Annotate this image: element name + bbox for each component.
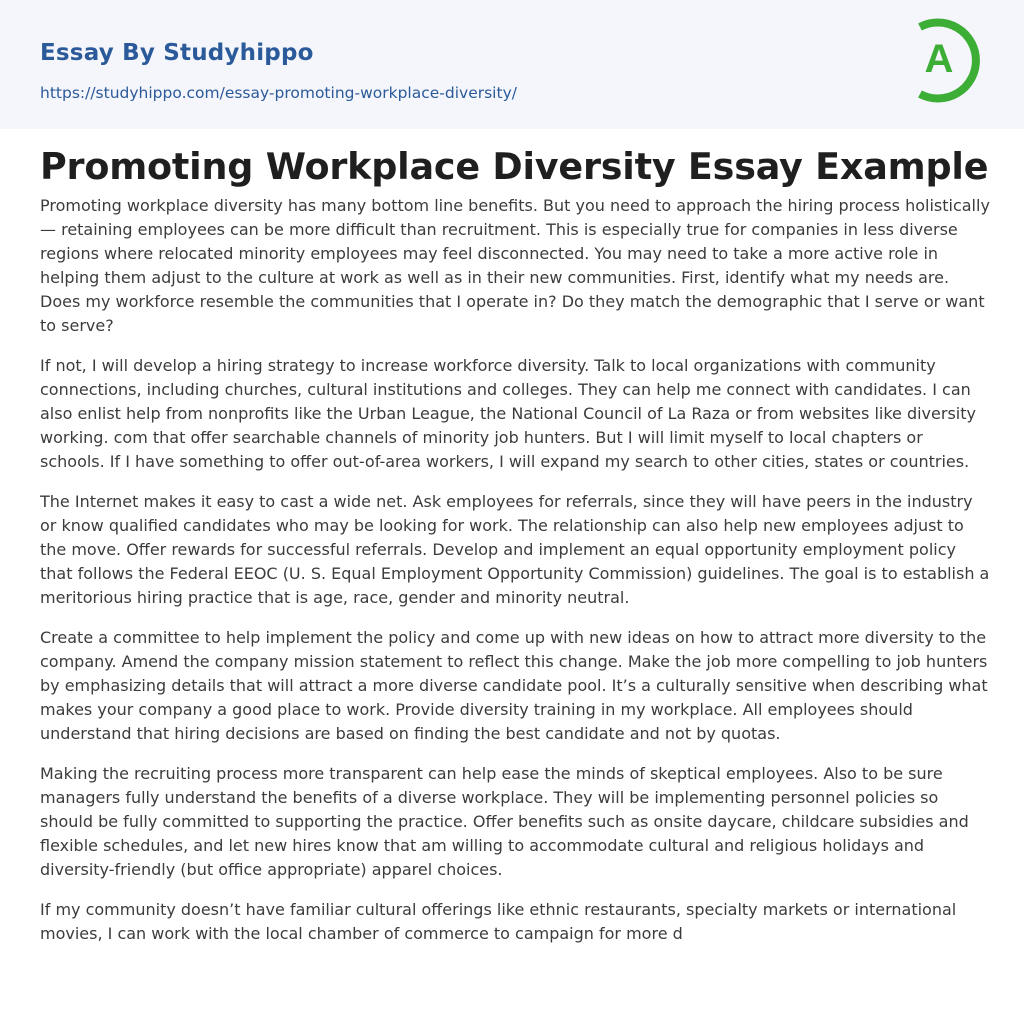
essay-paragraph: If not, I will develop a hiring strategy to increase workforce diversity. Talk to local organizations with community connections, including churches, cultural institutions and colleges. They can help me connect with candidates. I can also enlist help from nonprofits like the Urban League, the National Council of La Raza or from websites like diversity working. com that offer searchable channels of minority job hunters. But I will limit myself to local chapters or schools. If I have something to offer out-of-area workers, I will expand my search to other cities, states or countries. (40, 356, 976, 471)
essay-paragraph: Making the recruiting process more transparent can help ease the minds of skeptical employees. Also to be sure managers fully understand the benefits of a diverse workplace. They will be implementing personnel policies so should be fully committed to supporting the practice. Offer benefits such as onsite daycare, childcare subsidies and flexible schedules, and let new hires know that am willing to accommodate cultural and religious holidays and diversity-friendly (but office appropriate) apparel choices. (40, 764, 969, 879)
essay-paragraph: If my community doesn’t have familiar cultural offerings like ethnic restaurants, specialty markets or international movies, I can work with the local chamber of commerce to campaign for more d (40, 900, 957, 943)
site-brand[interactable]: Essay By Studyhippo (40, 40, 314, 66)
logo-letter: A (924, 37, 954, 81)
essay-url-link[interactable]: https://studyhippo.com/essay-promoting-workplace-diversity/ (40, 84, 517, 102)
essay-paragraph: Create a committee to help implement the policy and come up with new ideas on how to attract more diversity to the company. Amend the company mission statement to reflect this change. Make the job more compelling to job hunters by emphasizing details that will attract a more diverse candidate pool. It’s a culturally sensitive when describing what makes your company a good place to work. Provide diversity training in my workplace. All employees should understand that hiring decisions are based on finding the best candidate and not by quotas. (40, 628, 988, 743)
essay-paragraph: Promoting workplace diversity has many bottom line benefits. But you need to approach the hiring process holistically — retaining employees can be more difficult than recruitment. This is especially true for companies in less diverse regions where relocated minority employees may feel disconnected. You may need to take a more active role in helping them adjust to the culture at work as well as in their new communities. First, identify what my needs are. Does my workforce resemble the communities that I operate in? Do they match the demographic that I serve or want to serve? (40, 196, 990, 335)
studyhippo-logo-icon[interactable] (908, 18, 988, 106)
essay-paragraph: The Internet makes it easy to cast a wide net. Ask employees for referrals, since they will have peers in the industry or know qualified candidates who may be looking for work. The relationship can also help new employees adjust to the move. Offer rewards for successful referrals. Develop and implement an equal opportunity employment policy that follows the Federal EEOC (U. S. Equal Employment Opportunity Commission) guidelines. The goal is to establish a meritorious hiring practice that is age, race, gender and minority neutral. (40, 492, 990, 607)
page-title: Promoting Workplace Diversity Essay Example (40, 145, 989, 188)
essay-body (40, 194, 992, 962)
page-header (0, 0, 1024, 129)
